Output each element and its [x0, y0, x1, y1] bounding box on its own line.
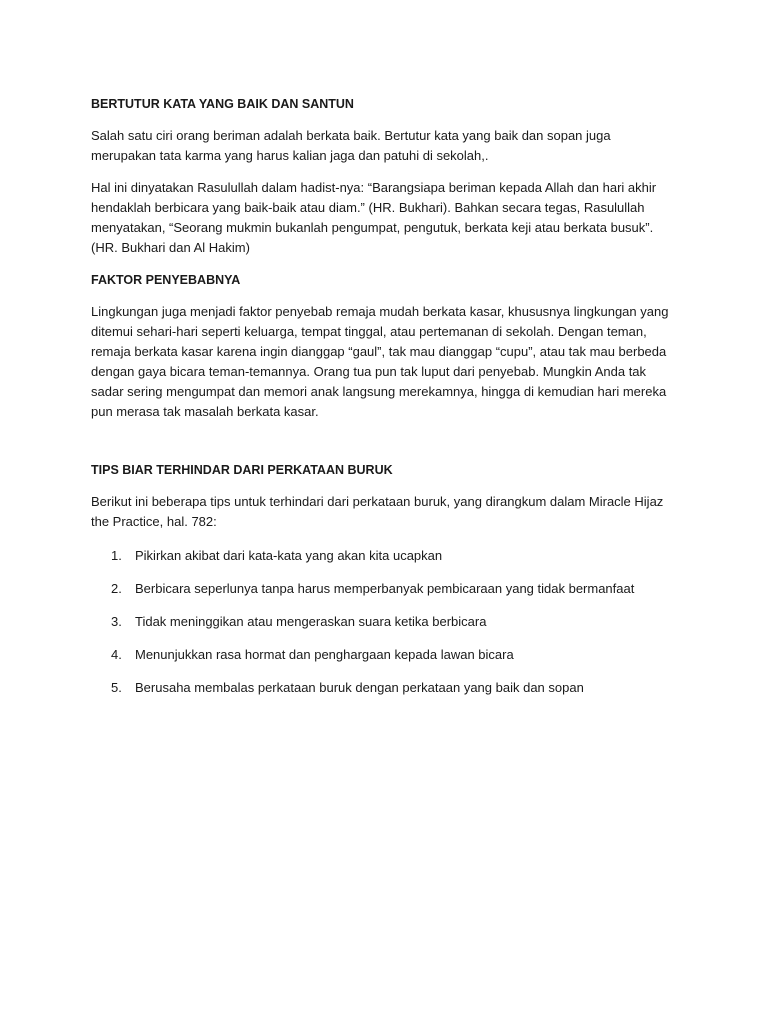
list-item: [91, 678, 691, 698]
list-item-text: Tidak meninggikan atau mengeraskan suara ketika berbicara: [135, 614, 487, 629]
list-item-text: Menunjukkan rasa hormat dan penghargaan kepada lawan bicara: [135, 647, 514, 662]
paragraph-intro: Salah satu ciri orang beriman adalah berkata baik. Bertutur kata yang baik dan sopan juga merupakan tata karma yang harus kalian jaga dan patuhi di sekolah,.: [91, 128, 611, 163]
list-item-number: 2.: [111, 581, 122, 596]
paragraph-faktor: Lingkungan juga menjadi faktor penyebab remaja mudah berkata kasar, khususnya lingkungan yang ditemui sehari-hari seperti keluarga, tempat tinggal, atau pertemanan di sekolah. Dengan teman, remaja berkata kasar karena ingin dianggap “gaul”, tak mau dianggap “cupu”, atau tak mau berbeda dengan gaya bicara teman-temannya. Orang tua pun tak luput dari penyebab. Mungkin Anda tak sadar sering mengumpat dan memori anak langsung merekamnya, hingga di kemudian hari mereka pun merasa tak masalah berkata kasar.: [91, 304, 669, 419]
list-item-text: Berusaha membalas perkataan buruk dengan perkataan yang baik dan sopan: [135, 680, 584, 695]
list-item-text: Pikirkan akibat dari kata-kata yang akan kita ucapkan: [135, 548, 443, 563]
list-item-number: 3.: [111, 614, 122, 629]
section-heading-tips: TIPS BIAR TERHINDAR DARI PERKATAAN BURUK: [91, 463, 393, 477]
list-item-number: 1.: [111, 548, 122, 563]
list-item: [91, 579, 691, 599]
list-item: [91, 645, 691, 665]
document-page: [91, 92, 691, 698]
paragraph-hadist: Hal ini dinyatakan Rasulullah dalam hadist-nya: “Barangsiapa beriman kepada Allah dan hari akhir hendaklah berbicara yang baik-baik atau diam.” (HR. Bukhari). Bahkan secara tegas, Rasulullah menyatakan, “Seorang mukmin bukanlah pengumpat, pengutuk, berkata keji atau berkata busuk”. (HR. Bukhari dan Al Hakim): [91, 180, 657, 255]
list-item: [91, 612, 691, 632]
list-item-text: Berbicara seperlunya tanpa harus memperbanyak pembicaraan yang tidak bermanfaat: [135, 581, 635, 596]
tips-list: [91, 546, 691, 698]
section-heading-faktor: FAKTOR PENYEBABNYA: [91, 273, 241, 287]
list-item: [91, 546, 691, 566]
section-heading-bertutur: BERTUTUR KATA YANG BAIK DAN SANTUN: [91, 97, 354, 111]
paragraph-tips-intro: Berikut ini beberapa tips untuk terhindari dari perkataan buruk, yang dirangkum dalam Miracle Hijaz the Practice, hal. 782:: [91, 494, 664, 529]
list-item-number: 4.: [111, 647, 122, 662]
list-item-number: 5.: [111, 680, 122, 695]
